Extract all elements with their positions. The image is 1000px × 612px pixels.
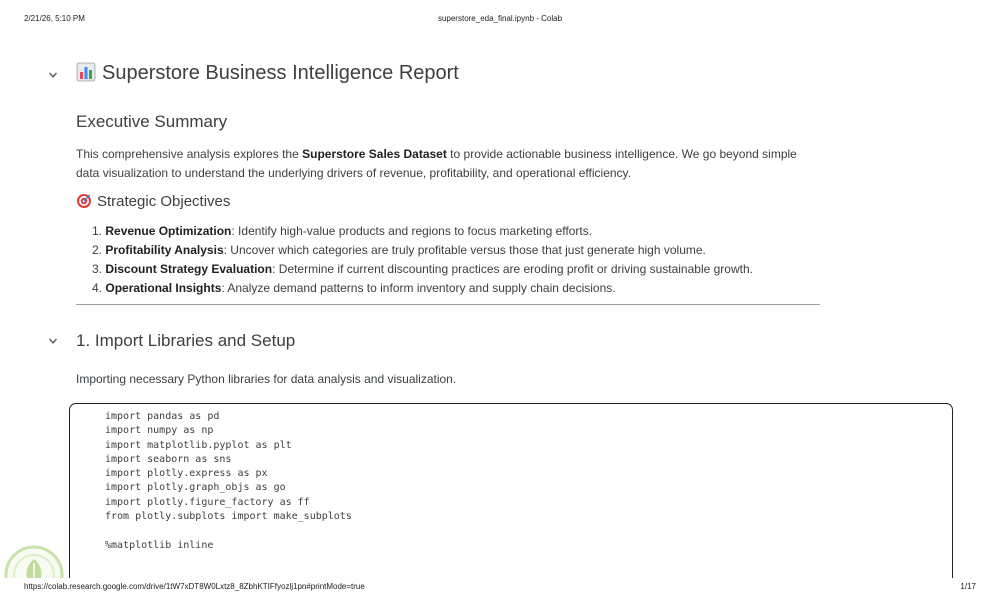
list-number: 4. [92,281,103,295]
code-editor[interactable] [105,410,352,553]
summary-text-end: to provide actionable business intelligence. We go beyond simple data visualization to understand the underlying drivers of revenue, profitability, and operational efficiency. [76,147,797,180]
report-title-text: Superstore Business Intelligence Report [102,62,459,84]
summary-text-start: This comprehensive analysis explores the [76,147,303,161]
list-item [92,241,753,260]
strategic-objectives-text: Strategic Objectives [97,193,231,210]
objective-title: Operational Insights [105,281,222,295]
list-number: 2. [92,243,103,257]
collapse-chevron-icon[interactable] [48,70,58,80]
print-document-title: superstore_eda_final.ipynb - Colab [437,14,563,23]
code-line: import seaborn as sns [105,453,232,465]
print-footer [0,578,1000,607]
list-number: 1. [92,224,103,238]
list-item [92,260,753,279]
bar-chart-icon [76,62,96,82]
objectives-list [92,222,753,298]
list-item [92,222,753,241]
code-line: import pandas as pd [105,411,220,422]
executive-summary-paragraph [76,145,821,183]
section-heading: 1. Import Libraries and Setup [76,331,296,350]
dataset-name: Superstore Sales Dataset [302,147,447,161]
code-line: from plotly.subplots import make_subplots [105,511,352,523]
objective-description: : Determine if current discounting practices are eroding profit or driving sustainable growth. [272,262,753,276]
code-line: import plotly.graph_objs as go [105,482,286,494]
list-item [92,279,753,298]
horizontal-rule [76,304,820,305]
code-cell[interactable] [69,403,953,593]
objective-description: : Uncover which categories are truly profitable versus those that just generate high volume. [223,243,706,257]
strategic-objectives-heading [76,193,230,210]
print-datetime: 2/21/26, 5:10 PM [24,14,85,23]
objective-description: : Analyze demand patterns to inform inventory and supply chain decisions. [221,281,616,295]
section-description: Importing necessary Python libraries for data analysis and visualization. [76,372,457,386]
code-line: import matplotlib.pyplot as plt [105,439,292,451]
target-icon [76,193,92,209]
executive-summary-heading: Executive Summary [76,112,228,131]
page-url: https://colab.research.google.com/drive/1tW7xDT8W0Lxtz8_8ZbhKTIFfyozlj1pn#printMode=true [24,582,365,591]
list-number: 3. [92,262,103,276]
code-line: import plotly.express as px [105,468,268,480]
objective-title: Revenue Optimization [105,224,232,238]
code-line: import numpy as np [105,425,214,437]
page-number: 1/17 [960,582,976,591]
code-line: %matplotlib inline [105,539,214,551]
code-line: import plotly.figure_factory as ff [105,496,310,508]
objective-title: Discount Strategy Evaluation [105,262,273,276]
code-line [105,524,352,538]
report-title [76,62,459,85]
objective-title: Profitability Analysis [105,243,224,257]
objective-description: : Identify high-value products and regions to focus marketing efforts. [231,224,593,238]
print-header [24,14,976,26]
collapse-chevron-icon[interactable] [48,336,58,346]
